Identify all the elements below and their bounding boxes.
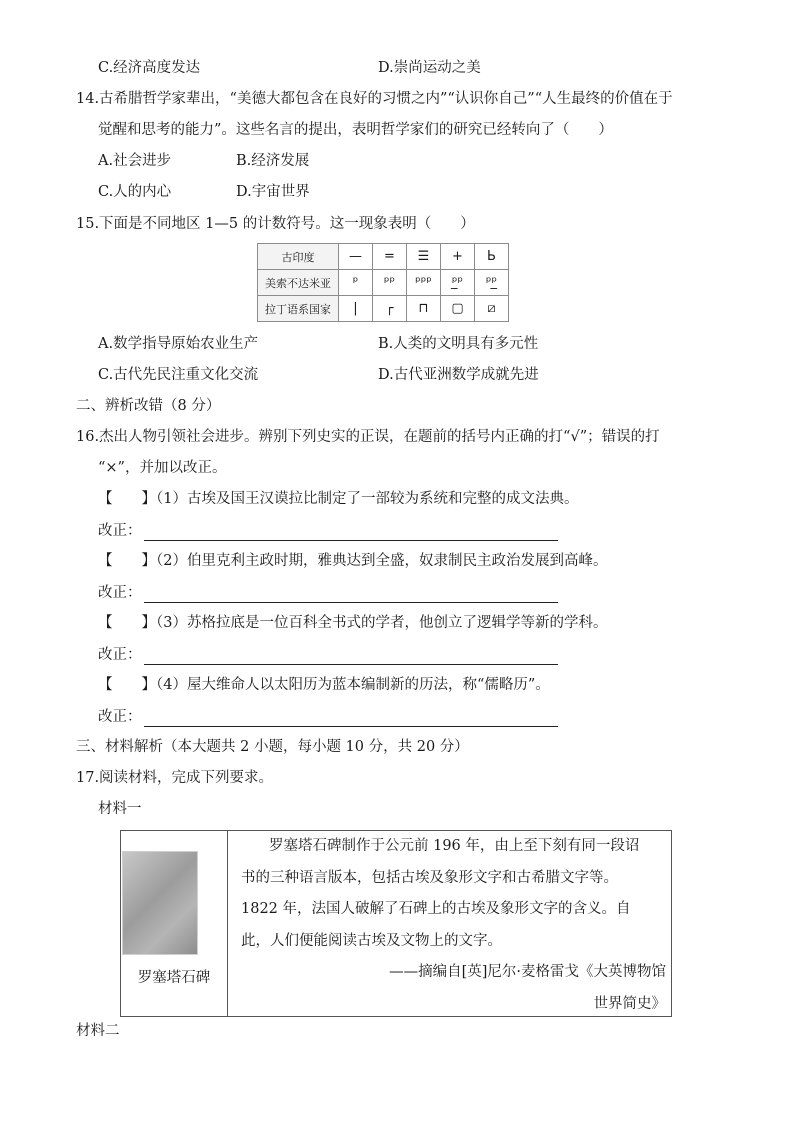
region-label: 拉丁语系国家 — [258, 296, 339, 322]
answer-bracket[interactable]: 【 】 — [98, 677, 156, 693]
symbol-cell: Ь — [475, 244, 509, 270]
material-line: 此，人们便能阅读古埃及文物上的文字。 — [241, 932, 502, 949]
rosetta-stone-image — [122, 851, 198, 955]
symbol-cell: ☰ — [407, 244, 441, 270]
q13-option-d: D.崇尚运动之美 — [378, 60, 481, 76]
table-row — [258, 244, 509, 270]
q13-option-c: C.经济高度发达 — [98, 60, 201, 76]
symbol-cell: ᵖᵖ̲ — [475, 270, 509, 296]
correction-label: 改正： — [98, 523, 142, 539]
q16-stem-line2: “×”，并加以改正。 — [98, 460, 227, 476]
material-line: 1822 年，法国人破解了石碑上的古埃及象形文字的含义。自 — [241, 901, 631, 917]
symbol-cell: = — [373, 244, 407, 270]
symbol-cell: ⊓ — [407, 296, 441, 322]
symbol-cell: ⧄ — [475, 296, 509, 322]
symbol-cell: ┌ — [373, 296, 407, 322]
q16-item-text: （4）屋大维命人以太阳历为蓝本编制新的历法，称“儒略历”。 — [156, 677, 550, 693]
region-label: 美索不达米亚 — [258, 270, 339, 296]
correction-label: 改正： — [98, 585, 142, 601]
correction-blank[interactable] — [144, 710, 558, 727]
q17-stem: 17.阅读材料，完成下列要求。 — [76, 770, 274, 786]
material-2-label: 材料二 — [76, 1023, 120, 1039]
material-source: ——摘编自[英]尼尔·麦格雷戈《大英博物馆 — [389, 964, 666, 980]
q14-option-a: A.社会进步 — [98, 153, 172, 169]
correction-label: 改正： — [98, 647, 142, 663]
q16-stem-line1: 16.杰出人物引领社会进步。辨别下列史实的正误，在题前的括号内正确的打“√”；错误的打 — [76, 429, 660, 445]
q16-item-3 — [98, 613, 607, 633]
q16-item-text: （2）伯里克利主政时期，雅典达到全盛，奴隶制民主政治发展到高峰。 — [156, 553, 608, 569]
correction-line — [98, 707, 558, 727]
symbol-cell: ᵖ̲ᵖ — [441, 270, 475, 296]
material-source: 世界简史》 — [593, 995, 666, 1012]
correction-line — [98, 645, 558, 665]
correction-blank[interactable] — [144, 586, 558, 603]
correction-line — [98, 521, 558, 541]
correction-blank[interactable] — [144, 524, 558, 541]
image-caption: 罗塞塔石碑 — [137, 970, 211, 986]
correction-label: 改正： — [98, 709, 142, 725]
counting-symbols-table — [257, 243, 509, 322]
q15-stem: 15.下面是不同地区 1—5 的计数符号。这一现象表明（ ） — [76, 216, 475, 232]
symbol-cell: ᵖ — [339, 270, 373, 296]
q16-item-text: （1）古埃及国王汉谟拉比制定了一部较为系统和完整的成文法典。 — [156, 491, 579, 507]
symbol-cell: — — [339, 244, 373, 270]
q14-option-b: B.经济发展 — [236, 153, 310, 169]
symbol-cell: ᵖᵖ — [373, 270, 407, 296]
answer-bracket[interactable]: 【 】 — [98, 615, 156, 631]
q15-option-a: A.数学指导原始农业生产 — [98, 336, 259, 352]
section-title: 二、辨析改错（8 分） — [76, 398, 221, 414]
material-1-box — [120, 830, 672, 1017]
q15-option-c: C.古代先民注重文化交流 — [98, 367, 259, 383]
answer-bracket[interactable]: 【 】 — [98, 553, 156, 569]
material-image-cell — [121, 831, 228, 1016]
material-line: 罗塞塔石碑制作于公元前 196 年，由上至下刻有同一段诏 — [269, 838, 640, 854]
q16-item-text: （3）苏格拉底是一位百科全书式的学者，他创立了逻辑学等新的学科。 — [156, 615, 608, 631]
q14-option-c: C.人的内心 — [98, 184, 172, 200]
table-row — [258, 296, 509, 322]
section-title: 三、材料解析（本大题共 2 小题，每小题 10 分，共 20 分） — [76, 739, 469, 755]
material-1-label: 材料一 — [98, 801, 142, 817]
symbol-cell: + — [441, 244, 475, 270]
q16-item-2 — [98, 551, 607, 571]
table-row — [258, 270, 509, 296]
symbol-cell: | — [339, 296, 373, 322]
q14-option-d: D.宇宙世界 — [236, 184, 310, 200]
symbol-cell: ᵖᵖᵖ — [407, 270, 441, 296]
answer-bracket[interactable]: 【 】 — [98, 491, 156, 507]
material-1-text — [241, 831, 666, 1020]
q15-option-b: B.人类的文明具有多元性 — [378, 336, 539, 352]
q14-stem-line1: 14.古希腊哲学家辈出，“美德大都包含在良好的习惯之内”“认识你自己”“人生最终的价值在于 — [76, 91, 673, 107]
symbol-cell: ▢ — [441, 296, 475, 322]
q14-stem-line2: 觉醒和思考的能力”。这些名言的提出，表明哲学家们的研究已经转向了（ ） — [98, 122, 613, 138]
correction-line — [98, 583, 558, 603]
material-line: 书的三种语言版本，包括古埃及象形文字和古希腊文字等。 — [241, 869, 618, 886]
q15-option-d: D.古代亚洲数学成就先进 — [378, 367, 539, 383]
correction-blank[interactable] — [144, 648, 558, 665]
region-label: 古印度 — [258, 244, 339, 270]
q16-item-1 — [98, 489, 578, 509]
q16-item-4 — [98, 675, 550, 695]
